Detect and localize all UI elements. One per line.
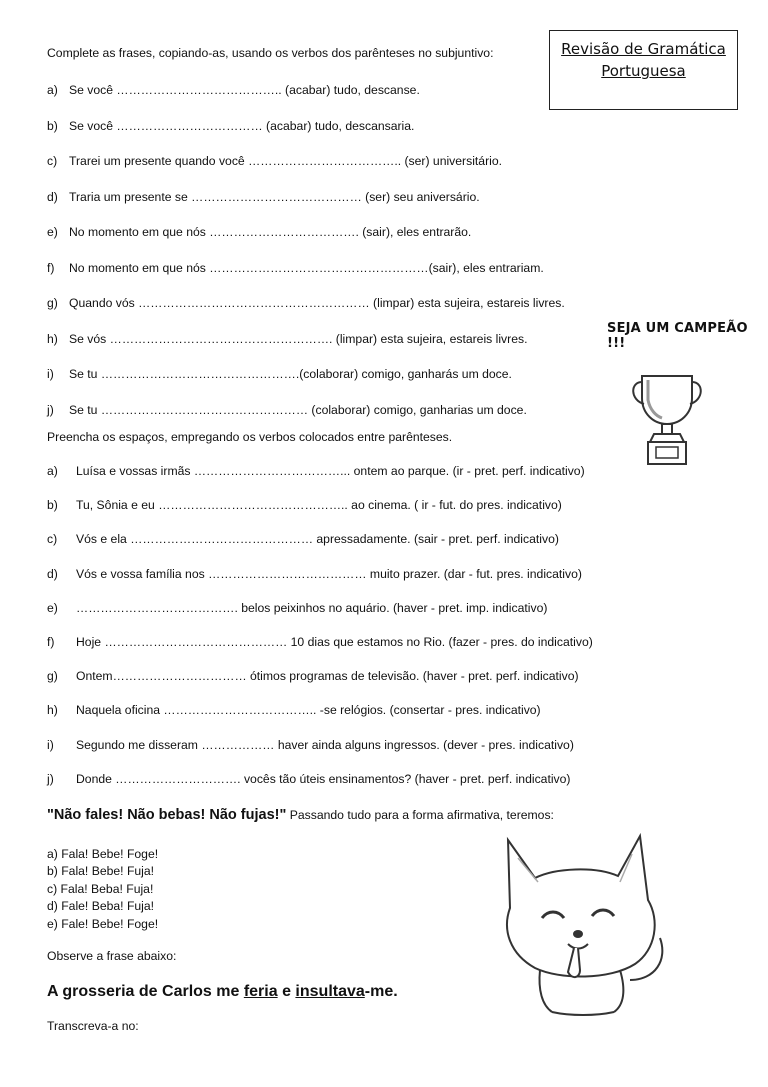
item-text[interactable]: …………………………………. belos peixinhos no aquário. (haver - pret. imp. indicativo) — [76, 600, 548, 615]
item-text[interactable]: Quando vós ………………………………………………… (limpar) esta sujeira, estareis livres. — [69, 296, 565, 310]
item-text[interactable]: Se tu ………………………………………….(colaborar) comigo, ganharás um doce. — [69, 367, 512, 381]
item-text[interactable]: Se tu …………………………………………… (colaborar) comigo, ganharias um doce. — [69, 402, 527, 417]
section4-instruction: Observe a frase abaixo: — [47, 949, 177, 963]
item-text[interactable]: No momento em que nós ………………………………………………(sair), eles entrariam. — [69, 260, 544, 275]
item-text[interactable]: Segundo me disseram ……………… haver ainda alguns ingressos. (dever - pres. indicativo) — [76, 737, 574, 752]
section1-instruction: Complete as frases, copiando-as, usando os verbos dos parênteses no subjuntivo: — [47, 46, 494, 60]
option-d[interactable]: d) Fale! Beba! Fuja! — [47, 899, 155, 914]
champion-slogan: SEJA UM CAMPEÃO !!! — [607, 321, 748, 351]
item-text[interactable]: Traria um presente se …………………………………… (ser) seu aniversário. — [69, 189, 480, 204]
item-text[interactable]: Naquela oficina ……………………………….. -se relógios. (consertar - pres. indicativo) — [76, 703, 541, 718]
item-letter: i) — [47, 367, 54, 381]
option-c[interactable]: c) Fala! Beba! Fuja! — [47, 881, 154, 896]
quote-text: "Não fales! Não bebas! Não fujas!" — [47, 807, 287, 823]
example-sentence — [47, 983, 398, 1001]
item-text[interactable]: Tu, Sônia e eu ……………………………………….. ao cinema. ( ir - fut. do pres. indicativo) — [76, 498, 562, 513]
item-letter: f) — [47, 635, 55, 649]
option-a[interactable]: a) Fala! Bebe! Foge! — [47, 847, 159, 861]
item-letter: d) — [47, 566, 58, 581]
section3-instruction: Passando tudo para a forma afirmativa, teremos: — [286, 808, 554, 822]
option-b[interactable]: b) Fala! Bebe! Fuja! — [47, 864, 155, 879]
item-letter: c) — [47, 154, 58, 168]
item-letter: e) — [47, 225, 58, 239]
item-letter: f) — [47, 260, 55, 275]
item-letter: i) — [47, 737, 54, 752]
item-letter: g) — [47, 296, 58, 310]
item-text[interactable]: Luísa e vossas irmãs ………………………………... ontem ao parque. (ir - pret. perf. indicativo) — [76, 464, 585, 478]
item-letter: j) — [47, 402, 54, 417]
section2-instruction: Preencha os espaços, empregando os verbos colocados entre parênteses. — [47, 430, 453, 444]
item-text[interactable]: Vós e ela ……………………………………… apressadamente. (sair - pret. perf. indicativo) — [76, 532, 559, 547]
verb-insultava: insultava — [295, 983, 365, 1000]
item-text[interactable]: Ontem…………………………… ótimos programas de televisão. (haver - pret. perf. indicativo) — [76, 669, 579, 684]
sentence-part3: -me. — [364, 983, 398, 1000]
item-text[interactable]: Vós e vossa família nos ………………………………… muito prazer. (dar - fut. pres. indicativo) — [76, 566, 582, 581]
item-letter: b) — [47, 498, 58, 513]
sentence-part1: A grosseria de Carlos me — [47, 983, 244, 1000]
item-letter: h) — [47, 703, 58, 718]
item-letter: h) — [47, 331, 58, 346]
item-letter: d) — [47, 189, 58, 204]
item-text[interactable]: Trarei um presente quando você ……………………………….. (ser) universitário. — [69, 154, 503, 168]
item-letter: e) — [47, 600, 58, 615]
item-text[interactable]: Se vós ………………………………………………. (limpar) esta sujeira, estareis livres. — [69, 331, 528, 346]
title-line2: Portuguesa — [601, 62, 686, 80]
sentence-part2: e — [277, 983, 296, 1000]
verb-feria: feria — [243, 983, 278, 1000]
item-letter: j) — [47, 771, 54, 786]
title-line1: Revisão de Gramática — [561, 40, 726, 58]
item-letter: a) — [47, 464, 58, 478]
item-letter: b) — [47, 118, 58, 133]
cat-illustration — [480, 830, 690, 1020]
title-box — [549, 30, 738, 110]
item-letter: c) — [47, 532, 58, 547]
item-text[interactable]: Hoje ……………………………………… 10 dias que estamos no Rio. (fazer - pres. do indicativo) — [76, 635, 593, 649]
trophy-icon — [628, 370, 706, 466]
item-text[interactable]: Se você ………………………………….. (acabar) tudo, descanse. — [69, 83, 420, 97]
item-letter: a) — [47, 83, 58, 97]
option-e[interactable]: e) Fale! Bebe! Foge! — [47, 916, 159, 931]
item-text[interactable]: Donde …………………………. vocês tão úteis ensinamentos? (haver - pret. perf. indicativo) — [76, 771, 571, 786]
options-list — [47, 846, 158, 933]
item-text[interactable]: Se você ……………………………… (acabar) tudo, descansaria. — [69, 118, 415, 133]
section3-question — [47, 807, 554, 823]
transcribe-label: Transcreva-a no: — [47, 1019, 139, 1033]
item-letter: g) — [47, 669, 58, 684]
item-text[interactable]: No momento em que nós ………………………………. (sair), eles entrarão. — [69, 225, 472, 239]
